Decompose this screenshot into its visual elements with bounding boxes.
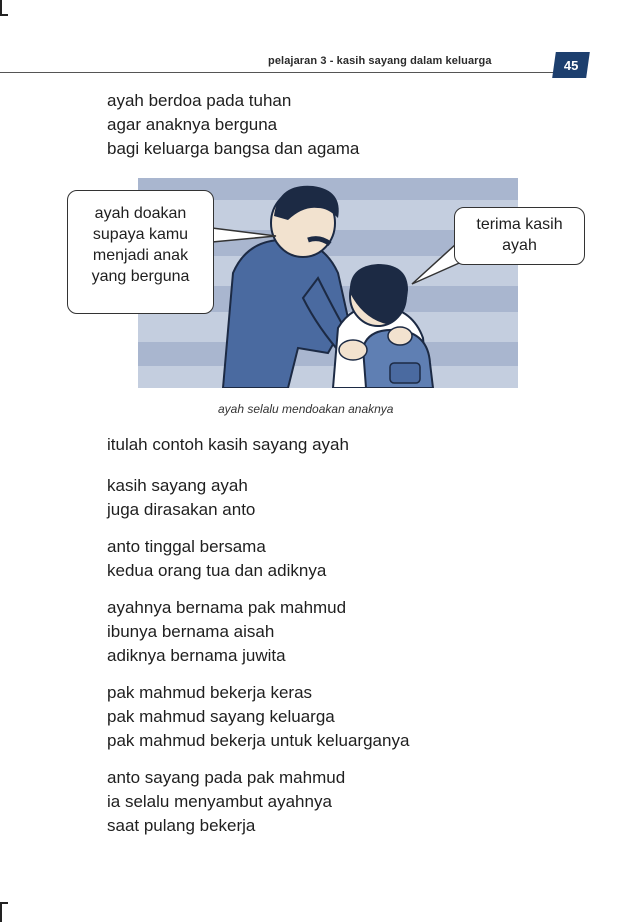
crop-mark-bottom-left: [0, 902, 2, 922]
crop-mark-top-left-h: [0, 14, 8, 16]
stanza-line: pak mahmud sayang keluarga: [107, 707, 335, 726]
bubble-line: ayah: [502, 237, 537, 254]
bubble-line: ayah doakan: [94, 205, 187, 222]
stanza-3: [107, 535, 326, 583]
stanza-line: adiknya bernama juwita: [107, 646, 286, 665]
bubble-line: menjadi anak: [92, 247, 189, 264]
stanza-5: [107, 681, 409, 753]
stanza-line: anto tinggal bersama: [107, 537, 266, 556]
stanza-4: [107, 596, 346, 668]
running-header: pelajaran 3 - kasih sayang dalam keluarga: [268, 55, 492, 67]
stanza-line: pak mahmud bekerja untuk keluarganya: [107, 731, 410, 750]
speech-bubble-child: [454, 207, 585, 265]
crop-mark-bottom-left-h: [0, 902, 8, 904]
page-number-badge: [552, 52, 590, 78]
page-number: 45: [563, 57, 579, 73]
stanza-line: ia selalu menyambut ayahnya: [107, 792, 332, 811]
speech-bubble-father: [67, 190, 214, 314]
intro-line: bagi keluarga bangsa dan agama: [107, 139, 360, 158]
stanza-line: anto sayang pada pak mahmud: [107, 768, 346, 787]
stanza-2: [107, 474, 255, 522]
stanza-line: kasih sayang ayah: [107, 476, 248, 495]
intro-line: ayah berdoa pada tuhan: [107, 91, 292, 110]
stanza-line: saat pulang bekerja: [107, 816, 256, 835]
stanza-line: juga dirasakan anto: [107, 500, 256, 519]
stanza-line: kedua orang tua dan adiknya: [107, 561, 327, 580]
intro-line: agar anaknya berguna: [107, 115, 278, 134]
stanza-1: [107, 433, 349, 457]
header-rule: [0, 72, 556, 73]
bubble-line: yang berguna: [91, 268, 190, 285]
stanza-line: itulah contoh kasih sayang ayah: [107, 435, 349, 454]
stanza-6: [107, 766, 345, 838]
intro-stanza: [107, 89, 359, 161]
bubble-tail-left: [210, 222, 280, 252]
bubble-line: terima kasih: [476, 216, 563, 233]
stanza-line: ibunya bernama aisah: [107, 622, 275, 641]
stanza-line: pak mahmud bekerja keras: [107, 683, 313, 702]
stanza-line: ayahnya bernama pak mahmud: [107, 598, 347, 617]
bubble-line: supaya kamu: [92, 226, 189, 243]
illustration-caption: ayah selalu mendoakan anaknya: [218, 402, 394, 416]
